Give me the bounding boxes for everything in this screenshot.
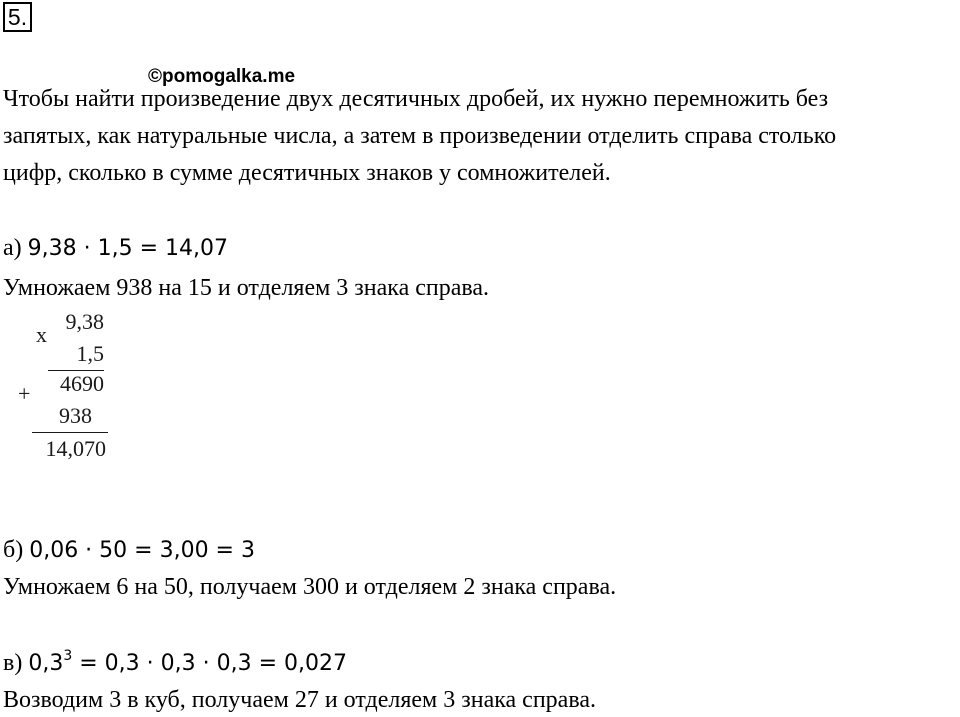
- part-c-explanation: Возводим 3 в куб, получаем 27 и отделяем 3 знака справа.: [3, 687, 596, 713]
- part-c-expression: [28, 648, 347, 676]
- part-a-explanation: Умножаем 938 на 15 и отделяем 3 знака справа.: [3, 275, 490, 301]
- part-c-expression-rest: = 0,3 · 0,3 · 0,3 = 0,027: [72, 651, 347, 676]
- times-sign: x: [36, 322, 47, 347]
- multiplier: 1,5: [76, 341, 104, 366]
- part-a-label: а): [3, 235, 22, 261]
- part-c-equation: [3, 649, 347, 678]
- problem-number: 5.: [3, 2, 32, 32]
- intro-line-3: цифр, сколько в сумме десятичных знаков у сомножителей.: [3, 160, 611, 186]
- part-c-exponent: 3: [63, 648, 73, 664]
- part-b-equation: [3, 536, 255, 565]
- multiplicand: 9,38: [65, 309, 104, 334]
- intro-line-1: Чтобы найти произведение двух десятичных дробей, их нужно перемножить без: [3, 86, 829, 112]
- intro-line-2: запятых, как натуральные числа, а затем в произведении отделить справа столько: [3, 123, 837, 149]
- plus-sign: +: [18, 381, 31, 406]
- part-b-label: б): [3, 537, 24, 563]
- watermark: ©pomogalka.me: [148, 66, 296, 87]
- column-multiplication: [0, 305, 130, 465]
- part-b-explanation: Умножаем 6 на 50, получаем 300 и отделяем 2 знака справа.: [3, 574, 617, 600]
- part-c-base: 0,3: [28, 651, 64, 676]
- part-a-expression: 9,38 · 1,5 = 14,07: [27, 236, 229, 261]
- part-c-label: в): [3, 650, 23, 676]
- partial-product-1: 4690: [60, 371, 104, 396]
- column-result: 14,070: [45, 436, 106, 461]
- part-b-expression: 0,06 · 50 = 3,00 = 3: [29, 538, 255, 563]
- partial-product-2: 938: [59, 403, 92, 428]
- rule-2: [32, 432, 108, 433]
- part-a-equation: [3, 234, 228, 263]
